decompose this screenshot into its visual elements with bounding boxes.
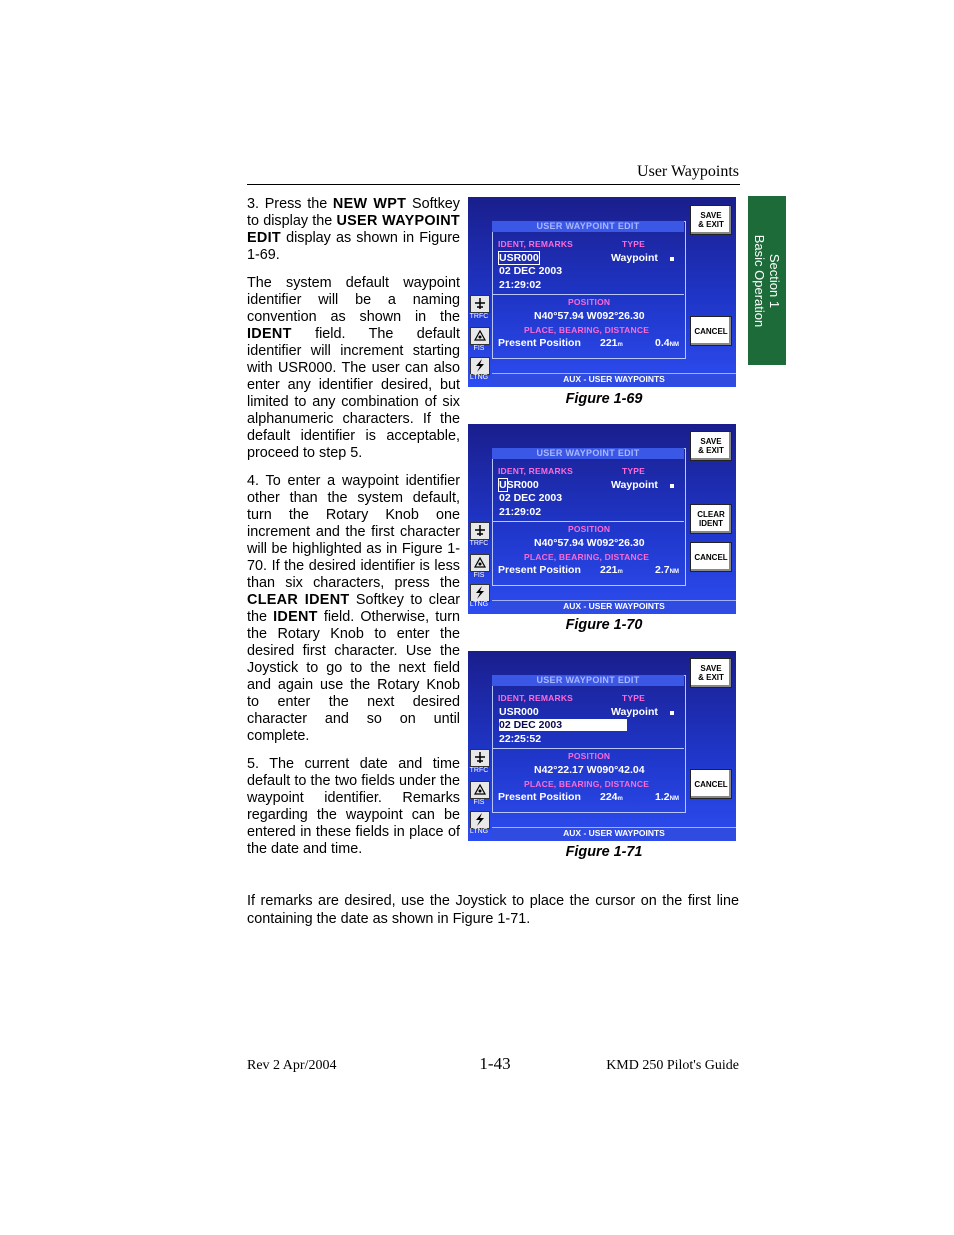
type-value[interactable]: Waypoint xyxy=(611,706,658,718)
remarks-line-1[interactable]: 02 DEC 2003 xyxy=(499,265,563,277)
ident-remarks-label: IDENT, REMARKS xyxy=(498,466,574,476)
remarks-line-2[interactable]: 21:29:02 xyxy=(499,279,542,291)
remarks-line-2[interactable]: 21:29:02 xyxy=(499,506,542,518)
save-exit-softkey[interactable]: SAVE & EXIT xyxy=(690,658,732,688)
distance-value[interactable] xyxy=(655,337,679,349)
panel-title: USER WAYPOINT EDIT xyxy=(492,221,684,232)
remarks-line-1[interactable]: 02 DEC 2003 xyxy=(499,492,563,504)
place-value[interactable]: Present Position xyxy=(498,564,581,576)
figure-1-71-caption: Figure 1-71 xyxy=(565,844,643,860)
kmd-display xyxy=(468,424,736,614)
distance-unit: NM xyxy=(669,569,679,575)
fis-label: FIS xyxy=(473,345,485,352)
distance-value[interactable] xyxy=(655,791,679,803)
fis-label: FIS xyxy=(473,572,485,579)
bearing-value[interactable] xyxy=(600,791,623,803)
cancel-softkey[interactable]: CANCEL xyxy=(690,769,732,799)
type-selector-dot xyxy=(670,484,674,488)
traffic-icon[interactable] xyxy=(470,522,490,540)
section-number: Section 1 xyxy=(767,253,782,308)
section-divider xyxy=(492,294,684,295)
user-waypoint-edit-term: USER WAYPOINT EDIT xyxy=(247,213,461,246)
ident-term: IDENT xyxy=(247,326,292,342)
place-bearing-distance-label: PLACE, BEARING, DISTANCE xyxy=(524,325,650,335)
bearing-number: 221 xyxy=(600,337,618,349)
step-4-text-1: 4. To enter a waypoint identifier other than the system default, turn the Rotary Knob one increment and the first character will be highlighted as in Figure 1-70. If the desired identifier is less than six characters, press the xyxy=(247,473,460,591)
figure-1-70-screen xyxy=(468,424,736,614)
type-value[interactable]: Waypoint xyxy=(611,252,658,264)
ltng-label: LTNG xyxy=(469,374,489,381)
footer-revision: Rev 2 Apr/2004 xyxy=(247,1058,337,1073)
position-label: POSITION xyxy=(568,751,611,761)
step-3-text-end: display as shown in Figure 1-69. xyxy=(247,230,460,263)
figure-1-69-caption: Figure 1-69 xyxy=(565,391,643,407)
remarks-line-2[interactable]: 22:25:52 xyxy=(499,733,542,745)
position-label: POSITION xyxy=(568,524,611,534)
default-text-2: field. The default identifier will increment starting with USR000. The user can also enter any identifier desired, but limited to any combination of six alphanumeric characters. If the default identifier is acceptable, proceed to step 5. xyxy=(247,326,460,461)
distance-number: 2.7 xyxy=(655,564,670,576)
trfc-label: TRFC xyxy=(469,540,489,547)
section-tab-text xyxy=(752,234,782,327)
distance-unit: NM xyxy=(669,342,679,348)
kmd-display xyxy=(468,197,736,387)
place-bearing-distance-label: PLACE, BEARING, DISTANCE xyxy=(524,552,650,562)
distance-value[interactable] xyxy=(655,564,679,576)
type-selector-dot xyxy=(670,257,674,261)
type-selector-dot xyxy=(670,711,674,715)
figure-1-70-caption: Figure 1-70 xyxy=(565,617,643,633)
type-label: TYPE xyxy=(622,693,646,703)
type-value[interactable]: Waypoint xyxy=(611,479,658,491)
fis-label: FIS xyxy=(473,799,485,806)
bearing-number: 221 xyxy=(600,564,618,576)
save-exit-softkey[interactable]: SAVE & EXIT xyxy=(690,205,732,235)
bearing-unit: m xyxy=(617,569,623,575)
aux-user-waypoints-bar: AUX - USER WAYPOINTS xyxy=(492,827,736,839)
type-label: TYPE xyxy=(622,239,646,249)
ident-highlighted-char: U xyxy=(499,479,507,491)
default-text-1: The system default waypoint identifier will be a naming convention as shown in the xyxy=(247,275,460,325)
lightning-icon[interactable] xyxy=(470,811,490,829)
ident-remarks-label: IDENT, REMARKS xyxy=(498,239,574,249)
remarks-line-1-selected[interactable]: 02 DEC 2003 xyxy=(499,719,627,731)
aux-user-waypoints-bar: AUX - USER WAYPOINTS xyxy=(492,600,736,612)
ltng-label: LTNG xyxy=(469,828,489,835)
bearing-unit: m xyxy=(617,796,623,802)
cancel-softkey[interactable]: CANCEL xyxy=(690,316,732,346)
ident-term-2: IDENT xyxy=(273,609,318,625)
position-coords[interactable]: N42°22.17 W090°42.04 xyxy=(534,764,645,776)
fis-icon[interactable] xyxy=(470,327,490,345)
figure-1-69-screen xyxy=(468,197,736,387)
section-title: Basic Operation xyxy=(752,234,767,327)
trfc-label: TRFC xyxy=(469,313,489,320)
distance-number: 0.4 xyxy=(655,337,670,349)
step-3-text-mid: Softkey to display the xyxy=(247,196,460,229)
remarks-instruction-paragraph: If remarks are desired, use the Joystick to place the cursor on the first line containing the date as shown in Figure 1-71. xyxy=(247,893,739,927)
ident-rest: SR000 xyxy=(506,479,539,491)
step-4-text-3: field. Otherwise, turn the Rotary Knob to enter the desired first character. Use the Joystick to go to the next field and again use the Rotary Knob to enter the next desired character and so on until complete. xyxy=(247,609,460,744)
traffic-icon[interactable] xyxy=(470,749,490,767)
bearing-value[interactable] xyxy=(600,337,623,349)
ident-field[interactable]: USR000 xyxy=(499,252,539,264)
fis-icon[interactable] xyxy=(470,554,490,572)
traffic-icon[interactable] xyxy=(470,295,490,313)
type-label: TYPE xyxy=(622,466,646,476)
cancel-softkey[interactable]: CANCEL xyxy=(690,542,732,572)
clear-ident-softkey[interactable]: CLEAR IDENT xyxy=(690,504,732,534)
lightning-icon[interactable] xyxy=(470,357,490,375)
kmd-display xyxy=(468,651,736,841)
step-3-text: 3. Press the xyxy=(247,196,333,212)
position-coords[interactable]: N40°57.94 W092°26.30 xyxy=(534,310,645,322)
bearing-value[interactable] xyxy=(600,564,623,576)
distance-number: 1.2 xyxy=(655,791,670,803)
fis-icon[interactable] xyxy=(470,781,490,799)
ident-field[interactable]: USR000 xyxy=(499,706,539,718)
ident-remarks-label: IDENT, REMARKS xyxy=(498,693,574,703)
section-tab xyxy=(748,196,786,365)
figure-1-71-screen xyxy=(468,651,736,841)
step-3-paragraph xyxy=(247,196,460,264)
step-5-paragraph: 5. The current date and time default to the two fields under the waypoint identifier. Remarks regarding the waypoint can be entered in these fields in place of the date and time. xyxy=(247,756,460,857)
section-divider xyxy=(492,748,684,749)
place-value[interactable]: Present Position xyxy=(498,337,581,349)
header-rule xyxy=(247,184,740,185)
body-text-column xyxy=(247,196,460,869)
page-header-title: User Waypoints xyxy=(637,163,739,180)
position-coords[interactable]: N40°57.94 W092°26.30 xyxy=(534,537,645,549)
page-number: 1-43 xyxy=(479,1054,511,1073)
ident-field[interactable] xyxy=(499,479,539,491)
trfc-label: TRFC xyxy=(469,767,489,774)
panel-title: USER WAYPOINT EDIT xyxy=(492,675,684,686)
panel-title: USER WAYPOINT EDIT xyxy=(492,448,684,459)
distance-unit: NM xyxy=(669,796,679,802)
step-4-paragraph xyxy=(247,473,460,745)
footer-guide-title: KMD 250 Pilot's Guide xyxy=(606,1058,739,1073)
bearing-unit: m xyxy=(617,342,623,348)
place-bearing-distance-label: PLACE, BEARING, DISTANCE xyxy=(524,779,650,789)
ltng-label: LTNG xyxy=(469,601,489,608)
bearing-number: 224 xyxy=(600,791,618,803)
clear-ident-term: CLEAR IDENT xyxy=(247,592,350,608)
default-identifier-paragraph xyxy=(247,275,460,462)
new-wpt-term: NEW WPT xyxy=(332,196,407,212)
place-value[interactable]: Present Position xyxy=(498,791,581,803)
save-exit-softkey[interactable]: SAVE & EXIT xyxy=(690,431,732,461)
position-label: POSITION xyxy=(568,297,611,307)
step-4-text-2: Softkey to clear the xyxy=(247,592,460,625)
lightning-icon[interactable] xyxy=(470,584,490,602)
section-divider xyxy=(492,521,684,522)
aux-user-waypoints-bar: AUX - USER WAYPOINTS xyxy=(492,373,736,385)
